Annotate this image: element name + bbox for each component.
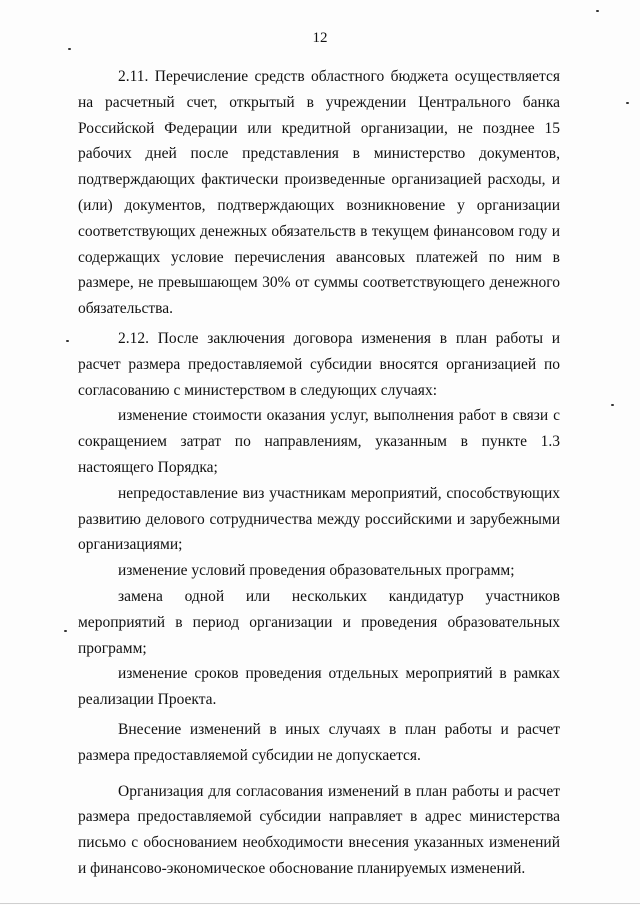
paragraph-2-12: 2.12. После заключения договора изменения в план работы и расчет размера предоставляемой субсидии вносятся организацией по согласованию с министерством в следующих случаях: [78,329,560,399]
scan-speck [626,102,629,104]
paragraph-2-11: 2.11. Перечисление средств областного бюджета осуществляется на расчетный счет, открытый в учреждении Центрального банка Российской Федерации или кредитной организации, не позднее 15 рабочих дней после представления в министерство документов, подтверждающих фактически произведенные организацией расходы, и (или) документов, подтверждающих возникновение у организации соответствующих денежных обязательств в текущем финансовом году и содержащих условие перечисления авансовых платежей по ним в размере, не превышающем 30% от суммы соответствующего денежного обязательства. [78,68,560,318]
scan-speck [596,10,599,12]
list-item-visa-denial: непредоставление виз участникам мероприятий, способствующих развитию делового сотрудничества между российскими и зарубежными организациями; [78,484,560,554]
scan-speck [68,48,71,50]
list-item-participant-replacement: замена одной или нескольких кандидатур участников мероприятий в период организации и проведения образовательных программ; [78,587,560,657]
scan-speck [66,340,69,342]
document-body [78,64,560,882]
page-bottom-edge [0,903,640,904]
list-item-schedule-change: изменение сроков проведения отдельных мероприятий в рамках реализации Проекта. [78,665,560,709]
scan-speck [64,630,67,632]
list-item-program-conditions: изменение условий проведения образовательных программ; [118,562,515,580]
page-number: 12 [312,30,328,46]
list-item-cost-change: изменение стоимости оказания услуг, выполнения работ в связи с сокращением затрат по направлениям, указанным в пункте 1.3 настоящего Порядка; [78,407,560,476]
paragraph-approval-letter: Организация для согласования изменений в план работы и расчет размера предоставляемой субсидии направляет в адрес министерства письмо с обоснованием необходимости внесения указанных изменений и финансово-экономическое обоснование планируемых изменений. [78,782,560,877]
paragraph-no-other-changes: Внесение изменений в иных случаях в план работы и расчет размера предоставляемой субсидии не допускается. [78,720,560,764]
scan-speck [611,404,614,406]
